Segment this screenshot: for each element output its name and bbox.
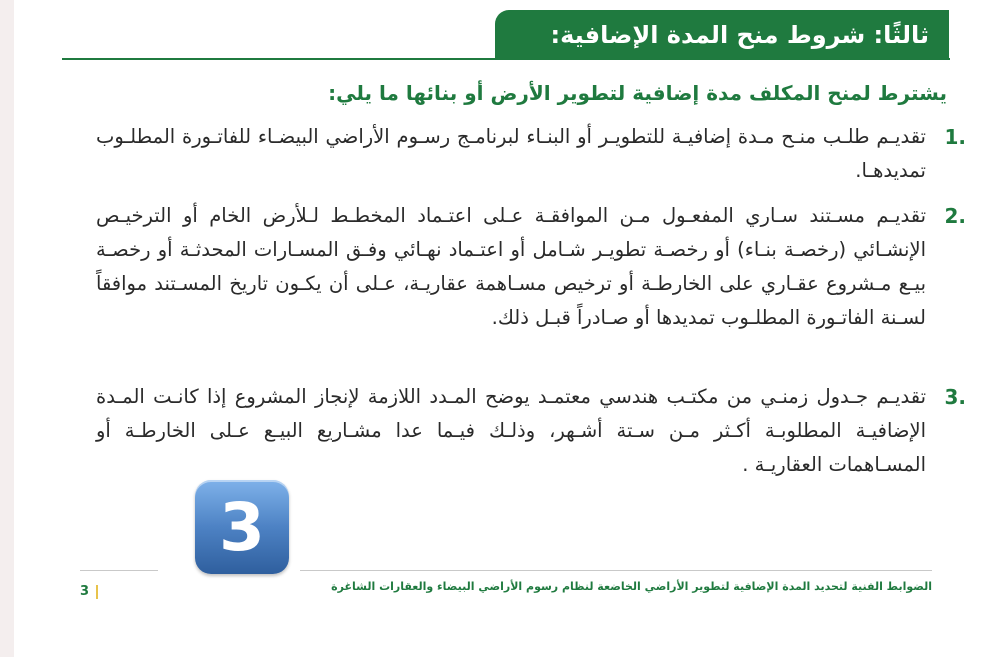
item-text: تقديـم طلـب منـح مـدة إضافيـة للتطويـر أو البنـاء لبرنامـج رسـوم الأراضي البيضـاء للفاتـورة المطلـوب تمديدهـا.	[96, 125, 926, 182]
item-number: 3.	[944, 385, 966, 409]
condition-item-1	[96, 120, 966, 188]
emoji-badge-digit: 3	[219, 488, 265, 566]
footer-divider-right	[300, 570, 932, 571]
page-edge-strip	[0, 0, 14, 657]
item-text: تقديـم جـدول زمنـي من مكتـب هندسي معتمـد يوضح المـدد اللازمة لإنجاز المشروع إذا كانـت المـدة الإضافيـة المطلوبـة أكـثر مـن سـتة أشـهر، وذلـك فيـما عدا مشـاريع البيـع عـلى الخارطـة أو المسـاهمات العقاريـة .	[96, 385, 926, 476]
item-text: تقديـم مسـتند سـاري المفعـول مـن الموافقـة عـلى اعتـماد المخطـط لـلأرض الخام أو الترخيـص الإنشـائي (رخصـة بنـاء) أو رخصـة تطويـر شـامل أو اعتـماد نهـائي وفـق المسـارات المحدثـة أو رخصـة بيـع مـشروع عقـاري على الخارطـة أو ترخيص مسـاهمة عقاريـة، عـلى أن يكـون تاريخ المسـتند موافقاً لسـنة الفاتـورة المطلـوب تمديدها أو صـادراً قبـل ذلك.	[96, 204, 926, 329]
number-three-emoji-badge	[195, 480, 289, 574]
condition-item-3	[96, 380, 966, 482]
section-title	[495, 10, 949, 60]
page-number-marker	[96, 585, 98, 599]
intro-text: يشترط لمنح المكلف مدة إضافية لتطوير الأرض أو بنائها ما يلي:	[328, 81, 947, 105]
footer-divider-left	[80, 570, 158, 571]
title-underline	[62, 58, 950, 60]
footer-text: الضوابط الفنية لتحديد المدة الإضافية لتطوير الأراضي الخاضعة لنظام رسوم الأراضي البيضاء والعقارات الشاغرة	[331, 580, 932, 593]
item-number: 1.	[944, 125, 966, 149]
page-number: 3	[80, 584, 90, 599]
item-number: 2.	[944, 204, 966, 228]
section-title-text: ثالثًا: شروط منح المدة الإضافية:	[550, 21, 929, 49]
condition-item-2	[96, 199, 966, 335]
